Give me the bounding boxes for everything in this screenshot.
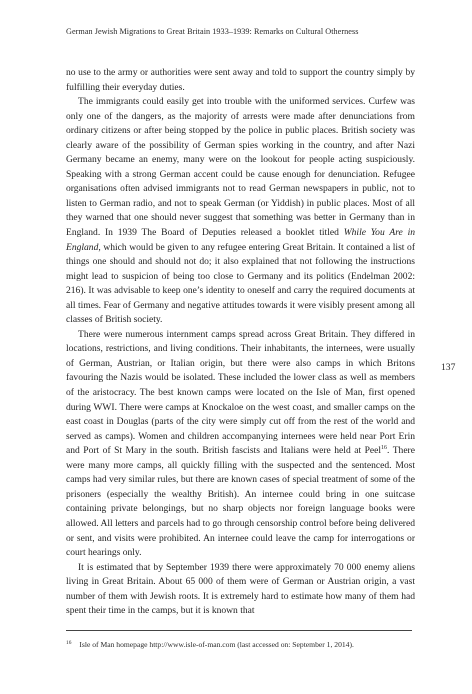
paragraph-internment-camps [66, 328, 415, 561]
paragraph-text: The immigrants could easily get into trouble with the uniformed services. Curfew was only one of the dangers, as the majority of arrests were made after denunciations from ordinary citizens or after being stopped by the police in public places. British society was clearly aware of the possibility of German spies working in the country, and after Nazi Germany became an enemy, many were on the lookout for people acting suspiciously. Speaking with a strong German accent could be cause enough for denunciation. Refugee organisations often advised immigrants not to read German newspapers in public, not to listen to German radio, and not to speak German (or Yiddish) in public places. Most of all they warned that one should never suggest that something was better in Germany than in England. In 1939 The Board of Deputies released a booklet titled [66, 96, 415, 239]
footnote [66, 640, 416, 649]
footnote-reference: 16 [381, 445, 388, 452]
paragraph-enemy-aliens: It is estimated that by September 1939 there were approximately 70 000 enemy aliens living in Great Britain. About 65 000 of them were of German or Austrian origin, a vast number of them with Jewish roots. It is extremely hard to estimate how many of them had spent their time in the camps, but it is known that [66, 561, 415, 617]
running-head: German Jewish Migrations to Great Britain 1933–1939: Remarks on Cultural Otherness [66, 27, 359, 36]
footnote-text: Isle of Man homepage http://www.isle-of-man.com (last accessed on: September 1, 2014). [79, 640, 354, 649]
paragraph-text: There were numerous internment camps spread across Great Britain. They differed in locations, restrictions, and living conditions. Their inhabitants, the internees, were usually of German, Austrian, or Italian origin, but there were also camps in which Britons favouring the Nazis would be isolated. These included the lower class as well as members of the aristocracy. The best known camps were located on the Isle of Man, first opened during WWI. There were camps at Knockaloe on the west coast, and smaller camps on the east coast in Douglas (parts of the city were simply cut off from the rest of the world and served as camps). Women and children accompanying internees were held near Port Erin and Port of St Mary in the south. British fascists and Italians were held at Peel [66, 328, 415, 457]
footnote-number: 16 [66, 640, 72, 646]
paragraph-text: . There were many more camps, all quickly filling with the suspected and the sentenced. Most camps had very similar rules, but there are known cases of special treatment of some of the prisoners (especially the wealthy British). An internee could bring in one suitcase containing private belongings, but no sharp objects nor foreign language books were allowed. All letters and parcels had to go through censorship control before being delivered or sent, and visits were prohibited. An internee could leave the camp for interrogations or court hearings only. [66, 445, 415, 559]
paragraph-continuation: no use to the army or authorities were sent away and told to support the country simply by fulfilling their everyday duties. [66, 67, 415, 93]
paragraph-uniformed-services [66, 95, 415, 328]
page-number: 137 [441, 362, 456, 373]
body-text [66, 66, 415, 619]
paragraph-text: , which would be given to any refugee entering Great Britain. It contained a list of things one should and should not do; it also explained that not following the instructions might lead to suspicion of being too close to Germany and its politics (Endelman 2002: 216). It was advisable to keep one’s identity to oneself and carry the required documents at all times. Fear of Germany and negative attitudes towards it were visibly present among all classes of British society. [66, 241, 415, 326]
footnote-divider [66, 630, 412, 631]
booklet-title: While You Are in England [66, 227, 416, 253]
